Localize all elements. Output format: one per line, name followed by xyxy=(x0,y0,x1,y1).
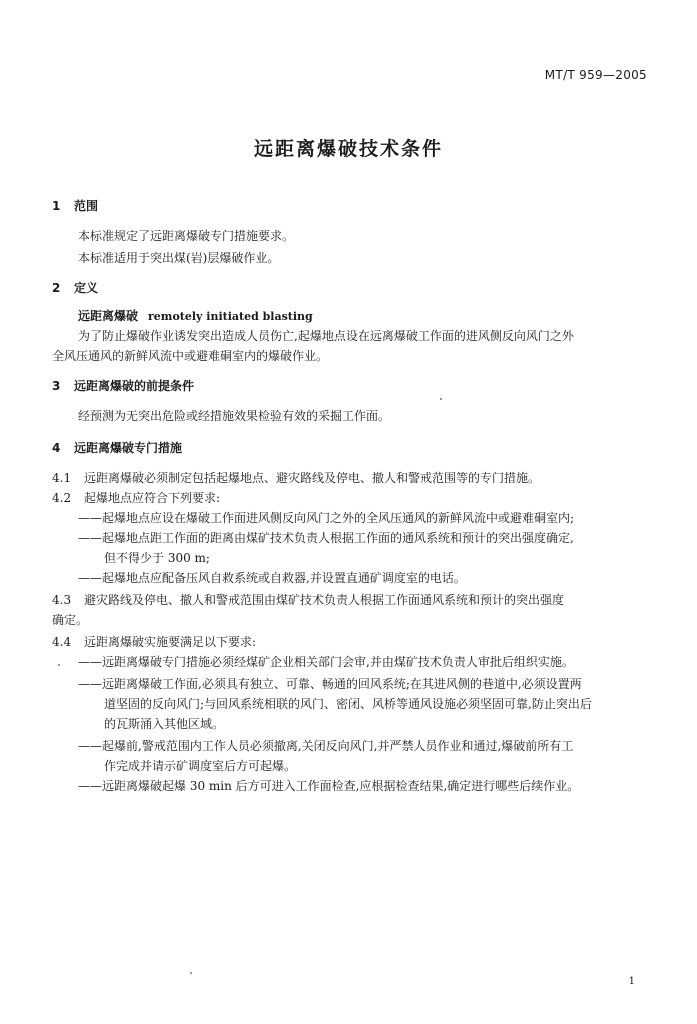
paragraph: 本标准规定了远距离爆破专门措施要求。 xyxy=(78,229,295,243)
scan-speck xyxy=(190,972,192,974)
section-number: 1 xyxy=(52,199,61,213)
clause-text: 起爆地点应符合下列要求: xyxy=(84,491,221,505)
clause-continuation: 确定。 xyxy=(52,613,89,627)
list-item: ——起爆地点应配备压风自救系统或自救器,并设置直通矿调度室的电话。 xyxy=(78,571,466,585)
section-number: 3 xyxy=(52,379,61,393)
list-item-continuation: 道坚固的反向风门;与回风系统相联的风门、密闭、风桥等通风设施必须坚固可靠,防止突出后 xyxy=(104,697,592,711)
section-1-heading xyxy=(52,198,98,214)
clause-4-4 xyxy=(52,634,256,650)
clause-4-2 xyxy=(52,490,220,506)
scan-speck xyxy=(440,398,442,400)
definition-line: 全风压通风的新鲜风流中或避难硐室内的爆破作业。 xyxy=(52,349,329,363)
section-title: 远距离爆破专门措施 xyxy=(74,441,183,455)
term-line xyxy=(78,308,313,325)
list-item-continuation: 作完成并请示矿调度室后方可起爆。 xyxy=(104,759,297,773)
clause-text: 远距离爆破必须制定包括起爆地点、避灾路线及停电、撤人和警戒范围等的专门措施。 xyxy=(84,471,541,485)
clause-4-1 xyxy=(52,470,540,486)
list-item-continuation: 但不得少于 300 m; xyxy=(104,551,210,565)
paragraph: 经预测为无突出危险或经措施效果检验有效的采掘工作面。 xyxy=(78,409,391,423)
term-english: remotely initiated blasting xyxy=(148,310,313,323)
clause-number: 4.2 xyxy=(52,491,72,505)
list-item: ——起爆前,警戒范围内工作人员必须撤离,关闭反向风门,并严禁人员作业和通过,爆破前所有工 xyxy=(78,739,574,753)
list-item: ——起爆地点应设在爆破工作面进风侧反向风门之外的全风压通风的新鲜风流中或避难硐室内; xyxy=(78,511,575,525)
clause-number: 4.3 xyxy=(52,593,72,607)
scan-speck xyxy=(58,664,60,666)
clause-number: 4.1 xyxy=(52,471,72,485)
definition-line: 为了防止爆破作业诱发突出造成人员伤亡,起爆地点设在远离爆破工作面的进风侧反向风门之外 xyxy=(78,329,574,343)
page-number: 1 xyxy=(628,976,635,987)
term-chinese: 远距离爆破 xyxy=(78,309,139,323)
list-item-continuation: 的瓦斯涌入其他区域。 xyxy=(104,717,225,731)
section-3-heading xyxy=(52,378,194,394)
section-2-heading xyxy=(52,280,98,296)
section-number: 2 xyxy=(52,281,61,295)
list-item: ——起爆地点距工作面的距离由煤矿技术负责人根据工作面的通风系统和预计的突出强度确定, xyxy=(78,531,574,545)
section-4-heading xyxy=(52,440,182,456)
section-number: 4 xyxy=(52,441,61,455)
list-item: ——远距离爆破工作面,必须具有独立、可靠、畅通的回风系统;在其进风侧的巷道中,必须设置两 xyxy=(78,677,582,691)
list-item: ——远距离爆破专门措施必须经煤矿企业相关部门会审,并由煤矿技术负责人审批后组织实施。 xyxy=(78,655,574,669)
clause-text: 远距离爆破实施要满足以下要求: xyxy=(84,635,257,649)
clause-text: 避灾路线及停电、撤人和警戒范围由煤矿技术负责人根据工作面通风系统和预计的突出强度 xyxy=(84,593,565,607)
clause-4-3 xyxy=(52,592,564,608)
section-title: 定义 xyxy=(74,281,99,295)
section-title: 范围 xyxy=(74,199,99,213)
section-title: 远距离爆破的前提条件 xyxy=(74,379,195,393)
list-item: ——远距离爆破起爆 30 min 后方可进入工作面检查,应根据检查结果,确定进行哪些后续作业。 xyxy=(78,779,580,793)
paragraph: 本标准适用于突出煤(岩)层爆破作业。 xyxy=(78,251,280,265)
standard-code: MT/T 959—2005 xyxy=(544,68,647,82)
document-title: 远距离爆破技术条件 xyxy=(253,138,443,160)
clause-number: 4.4 xyxy=(52,635,72,649)
